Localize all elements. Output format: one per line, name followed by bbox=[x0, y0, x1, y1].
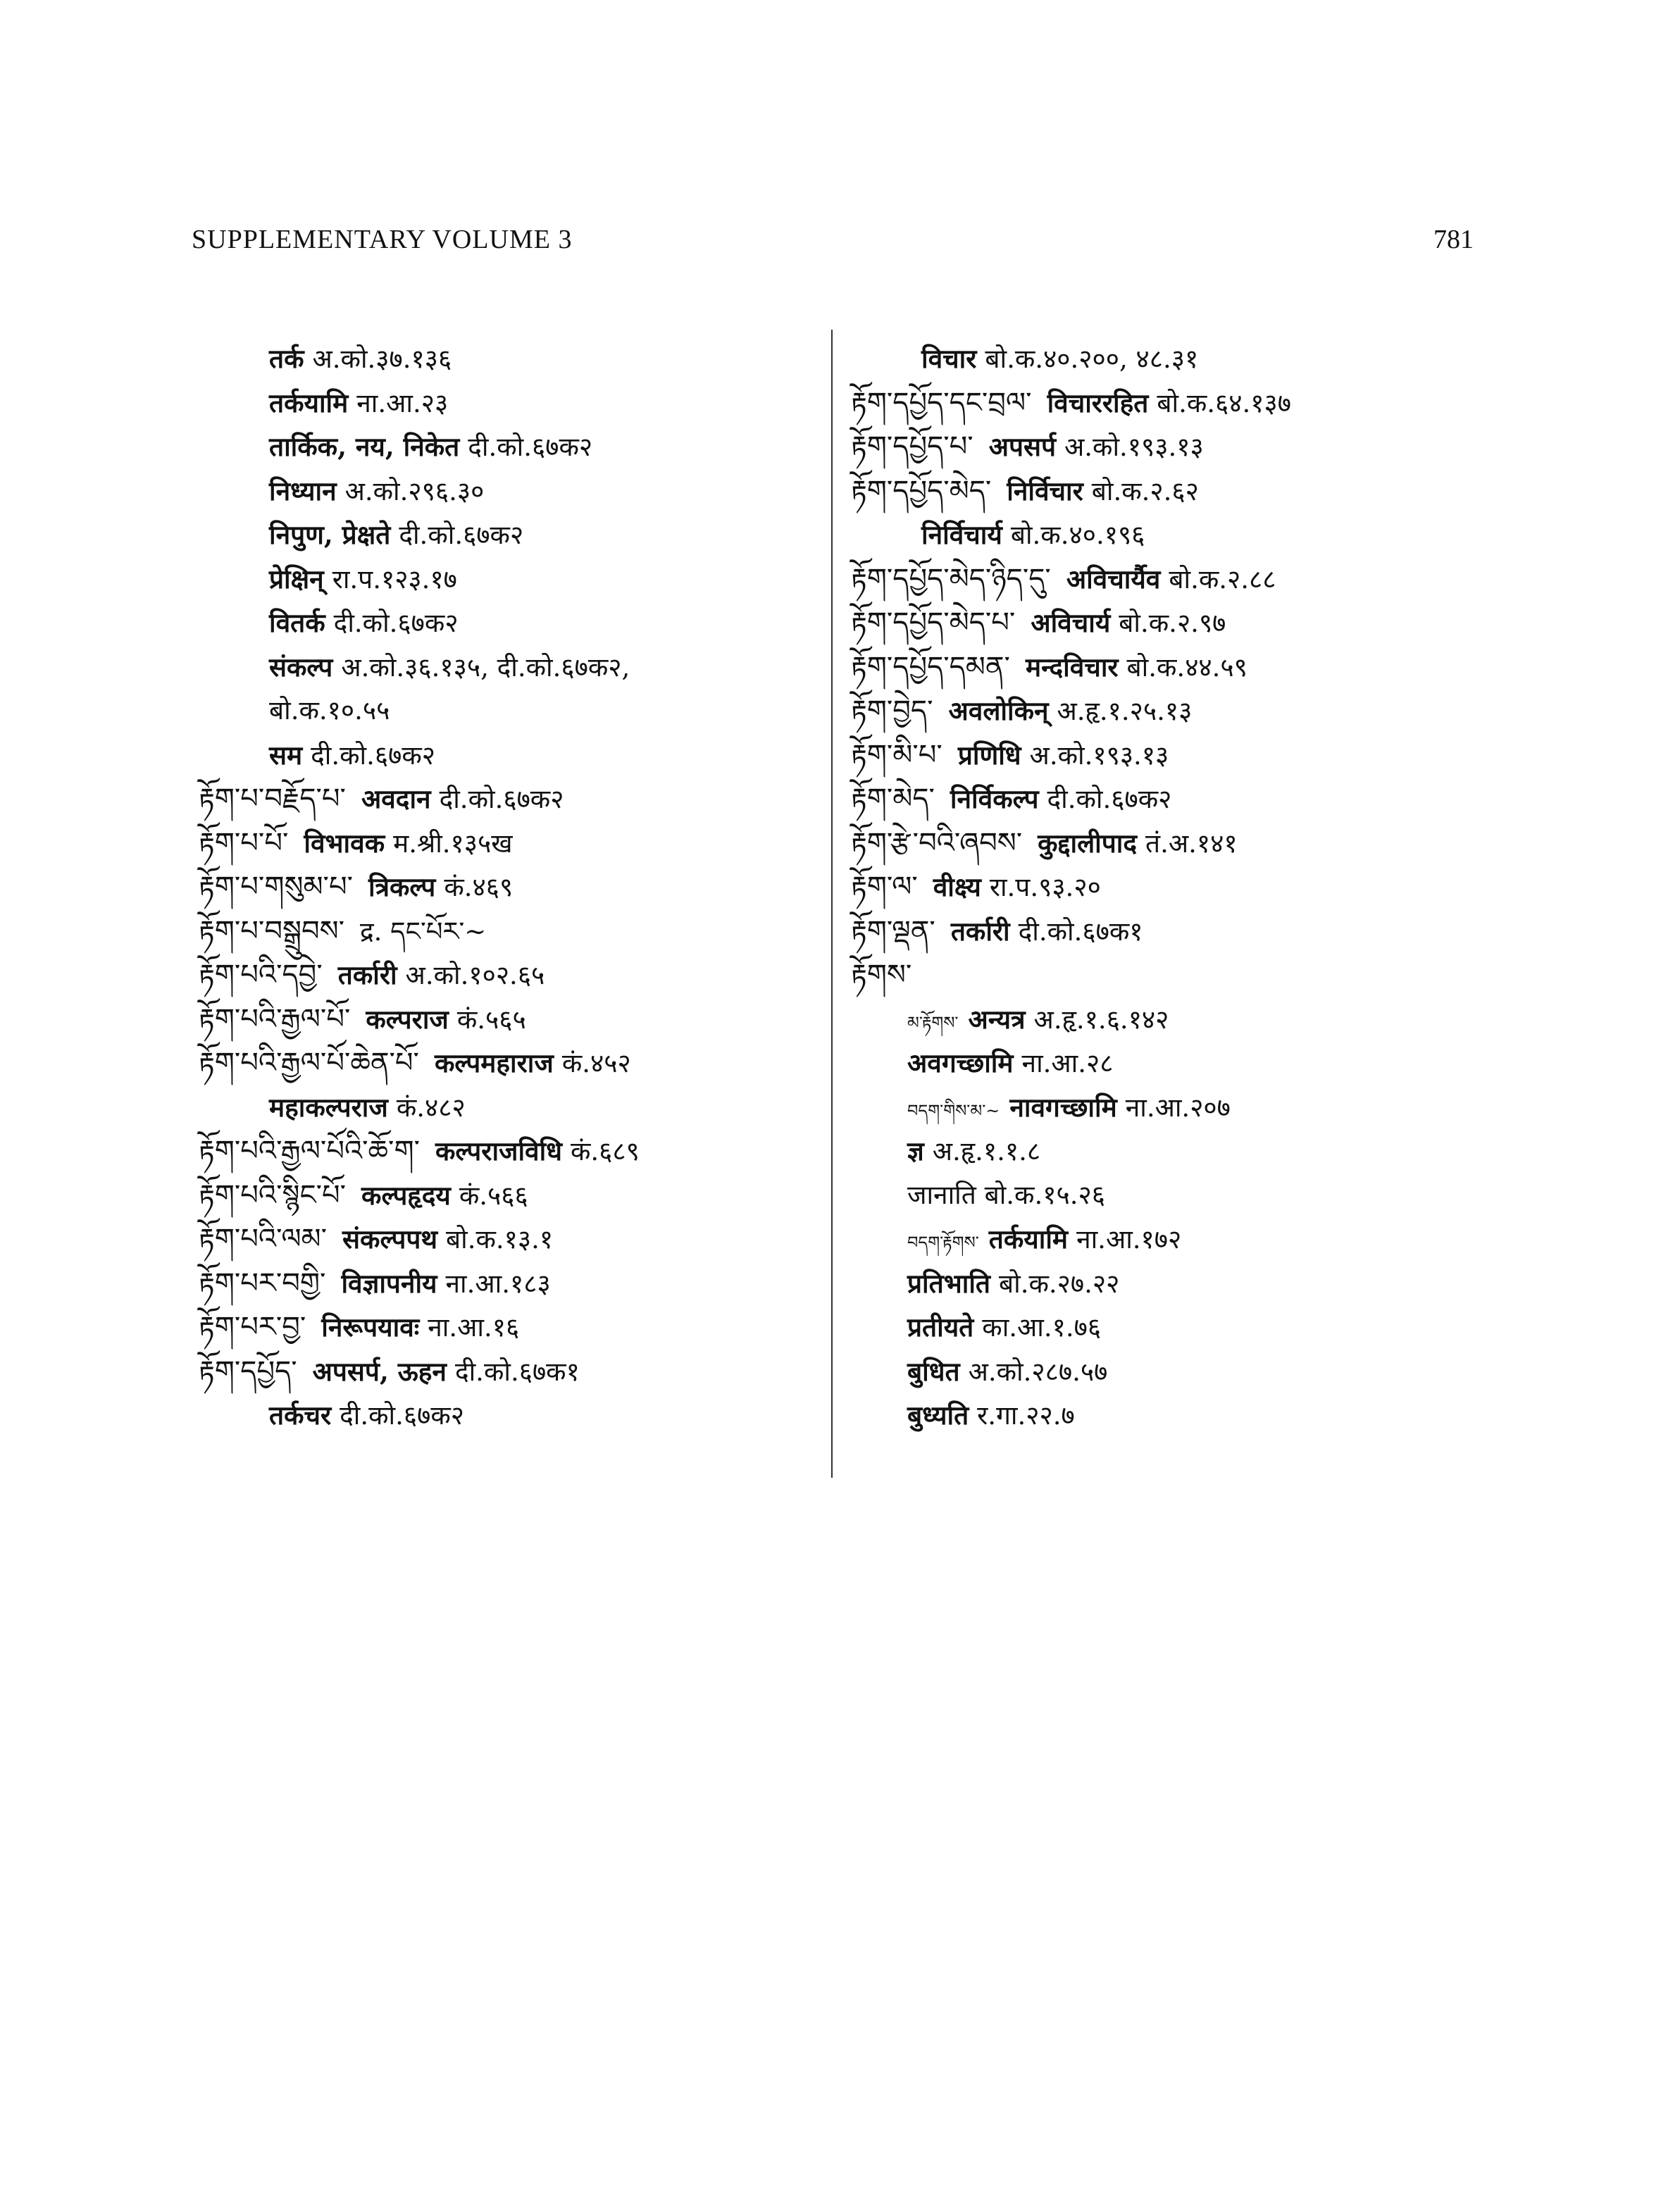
dictionary-entry bbox=[199, 557, 847, 602]
dictionary-entry bbox=[199, 997, 847, 1042]
dictionary-entry bbox=[851, 469, 1485, 513]
dictionary-entry bbox=[851, 337, 1485, 381]
source-reference: दी.को.६७क१ bbox=[454, 1356, 580, 1387]
source-reference: ना.आ.१७२ bbox=[1076, 1224, 1182, 1254]
tibetan-headword: རྟོག་པའི་རྒྱལ་པོ་ bbox=[199, 1002, 351, 1035]
sanskrit-equivalent: निर्विचार bbox=[1007, 475, 1083, 506]
source-reference: बो.क.४०.२००, ४८.३१ bbox=[985, 344, 1199, 374]
source-reference: कं.५६५ bbox=[456, 1004, 526, 1035]
dictionary-entry bbox=[851, 1129, 1485, 1173]
tibetan-headword: རྟོག་པ་བརྗོད་པ་ bbox=[199, 783, 346, 815]
source-reference: जानाति बो.क.१५.२६ bbox=[907, 1179, 1105, 1210]
dictionary-entry bbox=[851, 1041, 1485, 1085]
sanskrit-equivalent: सम bbox=[269, 739, 303, 771]
sanskrit-equivalent: विचाररहित bbox=[1047, 387, 1149, 418]
source-reference: बो.क.२.८८ bbox=[1169, 564, 1276, 594]
sanskrit-equivalent: निर्विचार्य bbox=[921, 519, 1002, 550]
dictionary-entry bbox=[199, 601, 847, 645]
sanskrit-equivalent: तर्कयामि bbox=[988, 1224, 1069, 1254]
sanskrit-equivalent: वीक्ष्य bbox=[933, 871, 981, 902]
dictionary-entry bbox=[851, 1217, 1485, 1262]
sanskrit-equivalent: अविचार्य bbox=[1031, 607, 1111, 638]
source-reference: दी.को.६७क२ bbox=[1047, 784, 1172, 814]
dictionary-entry bbox=[851, 953, 1485, 997]
tibetan-headword: རྟོག་བྱེད་ bbox=[851, 695, 933, 727]
tibetan-headword: རྟོག་པ་གསུམ་པ་ bbox=[199, 871, 353, 903]
sanskrit-equivalent: संकल्पपथ bbox=[342, 1224, 438, 1254]
source-reference: दी.को.६७क२ bbox=[333, 608, 459, 638]
source-reference: अ.हृ.१.६.१४२ bbox=[1033, 1004, 1169, 1035]
sanskrit-equivalent: तर्कारी bbox=[337, 959, 397, 990]
dictionary-entry bbox=[199, 425, 847, 469]
tibetan-headword: རྟོག་པའི་སྙིང་པོ་ bbox=[199, 1178, 347, 1212]
sanskrit-equivalent: तर्कारी bbox=[950, 915, 1010, 947]
left-column bbox=[199, 337, 847, 1438]
dictionary-entry bbox=[851, 1262, 1485, 1306]
tibetan-headword: རྟོག་པའི་རྒྱལ་པོའི་ཆོ་ག་ bbox=[199, 1135, 420, 1167]
tibetan-headword: རྟོག་ལྡན་ bbox=[851, 914, 935, 947]
tibetan-headword: བདག་གིས་མ་~ bbox=[907, 1100, 1000, 1121]
source-reference: ना.आ.२०७ bbox=[1125, 1092, 1231, 1123]
dictionary-entry bbox=[199, 689, 847, 733]
source-reference: बो.क.२.९७ bbox=[1119, 608, 1226, 638]
dictionary-entry bbox=[851, 909, 1485, 954]
sanskrit-equivalent: अपसर्प bbox=[988, 431, 1056, 462]
sanskrit-equivalent: अवदान bbox=[361, 783, 431, 814]
tibetan-headword: རྟོག་པར་བགྱི་ bbox=[199, 1266, 326, 1300]
source-reference: अ.को.१०२.६५ bbox=[405, 960, 545, 990]
dictionary-entry bbox=[851, 865, 1485, 909]
tibetan-headword: རྟོག་དཔྱོད་མེད་པ་ bbox=[851, 606, 1016, 639]
sanskrit-equivalent: अपसर्प, ऊहन bbox=[312, 1355, 447, 1387]
source-reference: ना.आ.१६ bbox=[428, 1312, 520, 1343]
tibetan-headword: རྟོག་མེད་ bbox=[851, 783, 935, 815]
sanskrit-equivalent: कुद्दालीपाद bbox=[1038, 827, 1137, 859]
dictionary-entry bbox=[199, 1305, 847, 1350]
sanskrit-equivalent: अवलोकिन् bbox=[948, 695, 1049, 726]
sanskrit-equivalent: बुध्यति bbox=[907, 1400, 969, 1431]
sanskrit-equivalent: मन्दविचार bbox=[1025, 651, 1119, 683]
dictionary-entry bbox=[851, 645, 1485, 690]
dictionary-entry bbox=[199, 1085, 847, 1130]
tibetan-headword: རྟོག་དཔྱོད་དམན་ bbox=[851, 650, 1010, 683]
tibetan-headword: རྟོག་དཔྱོད་མེད་ཉིད་དུ་ bbox=[851, 562, 1051, 595]
source-reference: तं.अ.१४१ bbox=[1145, 828, 1238, 859]
page-number: 781 bbox=[1433, 225, 1474, 254]
tibetan-headword: རྟོག་པ་བསྒྲུབས་ bbox=[199, 914, 344, 947]
sanskrit-equivalent: विचार bbox=[921, 343, 977, 374]
sanskrit-equivalent: प्रेक्षिन् bbox=[269, 563, 324, 594]
dictionary-entry bbox=[199, 381, 847, 425]
tibetan-headword: མ་རྟོགས་ bbox=[907, 1012, 959, 1033]
source-reference: द्र. དང་པོར་~ bbox=[360, 916, 487, 947]
source-reference: दी.को.६७क२ bbox=[340, 1400, 465, 1431]
source-reference: कं.४८२ bbox=[396, 1092, 466, 1123]
running-title: SUPPLEMENTARY VOLUME 3 bbox=[192, 225, 573, 254]
source-reference: ना.आ.१८३ bbox=[445, 1268, 551, 1299]
sanskrit-equivalent: कल्पहृदय bbox=[361, 1179, 451, 1211]
sanskrit-equivalent: बुधित bbox=[907, 1355, 960, 1387]
dictionary-entry bbox=[851, 1393, 1485, 1438]
right-column bbox=[851, 337, 1485, 1438]
source-reference: बो.क.४४.५९ bbox=[1126, 652, 1247, 683]
source-reference: अ.को.२९६.३० bbox=[344, 475, 485, 506]
tibetan-headword: རྟོག་དཔྱོད་དང་བྲལ་ bbox=[851, 386, 1032, 419]
dictionary-entry bbox=[851, 557, 1485, 602]
sanskrit-equivalent: नावगच्छामि bbox=[1009, 1091, 1117, 1123]
source-reference: दी.को.६७क१ bbox=[1018, 916, 1143, 947]
tibetan-headword: རྟོག་མི་པ་ bbox=[851, 738, 942, 771]
dictionary-entry bbox=[851, 1085, 1485, 1130]
tibetan-headword: རྟོག་དཔྱོད་པ་ bbox=[851, 430, 973, 463]
dictionary-entry bbox=[199, 337, 847, 381]
source-reference: बो.क.४०.१९६ bbox=[1010, 520, 1145, 550]
dictionary-entry bbox=[851, 733, 1485, 778]
sanskrit-equivalent: कल्पमहाराज bbox=[434, 1047, 554, 1078]
source-reference: कं.४६९ bbox=[444, 872, 514, 902]
source-reference: कं.६८९ bbox=[570, 1136, 640, 1166]
source-reference: दी.को.६७क२ bbox=[311, 740, 436, 771]
dictionary-entry bbox=[199, 469, 847, 513]
dictionary-entry bbox=[199, 865, 847, 909]
sanskrit-equivalent: प्रणिधि bbox=[957, 739, 1021, 771]
dictionary-entry bbox=[199, 1173, 847, 1218]
tibetan-headword: རྟོག་པའི་ལམ་ bbox=[199, 1223, 328, 1255]
dictionary-entry bbox=[851, 425, 1485, 469]
sanskrit-equivalent: वितर्क bbox=[269, 607, 325, 638]
sanskrit-equivalent: अन्यत्र bbox=[968, 1003, 1026, 1035]
source-reference: अ.को.१९३.१३ bbox=[1029, 740, 1169, 771]
source-reference: ना.आ.२३ bbox=[356, 387, 449, 418]
sanskrit-equivalent: संकल्प bbox=[269, 651, 333, 683]
source-reference: दी.को.६७क२ bbox=[439, 784, 564, 814]
source-reference: का.आ.१.७६ bbox=[982, 1312, 1102, 1343]
dictionary-entry bbox=[199, 1350, 847, 1394]
tibetan-headword: རྟོག་པར་བྱ་ bbox=[199, 1311, 306, 1343]
source-reference: कं.४५२ bbox=[561, 1048, 631, 1078]
dictionary-entry bbox=[851, 997, 1485, 1042]
sanskrit-equivalent: त्रिकल्प bbox=[368, 871, 436, 902]
dictionary-entry bbox=[199, 1129, 847, 1173]
source-reference: दी.को.६७क२ bbox=[468, 432, 593, 462]
dictionary-entry bbox=[199, 821, 847, 866]
dictionary-entry bbox=[851, 689, 1485, 733]
dictionary-entry bbox=[199, 513, 847, 557]
source-reference: ना.आ.२८ bbox=[1021, 1048, 1114, 1078]
sanskrit-equivalent: निर्विकल्प bbox=[950, 783, 1039, 814]
dictionary-entry bbox=[851, 1173, 1485, 1218]
tibetan-headword: རྟོགས་ bbox=[851, 959, 912, 991]
dictionary-entry bbox=[199, 1262, 847, 1306]
sanskrit-equivalent: निध्यान bbox=[269, 475, 337, 506]
dictionary-entry bbox=[199, 645, 847, 690]
tibetan-headword: རྟོག་ལ་ bbox=[851, 871, 918, 903]
tibetan-headword: རྟོག་པ་པོ་ bbox=[199, 826, 289, 859]
dictionary-entry bbox=[851, 601, 1485, 645]
dictionary-entry bbox=[851, 777, 1485, 821]
source-reference: म.श्री.१३५ख bbox=[393, 828, 513, 859]
source-reference: अ.हृ.१.२५.१३ bbox=[1057, 696, 1193, 726]
dictionary-entry bbox=[199, 1217, 847, 1262]
source-reference: बो.क.२७.२२ bbox=[999, 1268, 1120, 1299]
sanskrit-equivalent: कल्पराज bbox=[366, 1003, 449, 1035]
dictionary-entry bbox=[851, 1305, 1485, 1350]
sanskrit-equivalent: विज्ञापनीय bbox=[341, 1267, 437, 1299]
sanskrit-equivalent: प्रतिभाति bbox=[907, 1267, 990, 1299]
source-reference: बो.क.१०.५५ bbox=[269, 695, 390, 726]
dictionary-entry bbox=[851, 1350, 1485, 1394]
sanskrit-equivalent: ज्ञ bbox=[907, 1135, 924, 1166]
source-reference: अ.को.२८७.५७ bbox=[968, 1356, 1108, 1387]
page-header bbox=[192, 224, 1474, 266]
tibetan-headword: རྟོག་རྩེ་བའི་ཞབས་ bbox=[851, 826, 1023, 859]
tibetan-headword: རྟོག་པའི་རྒྱལ་པོ་ཆེན་པོ་ bbox=[199, 1047, 419, 1079]
source-reference: र.गा.२२.७ bbox=[977, 1400, 1075, 1431]
source-reference: बो.क.६४.१३७ bbox=[1157, 387, 1292, 418]
dictionary-entry bbox=[199, 909, 847, 954]
source-reference: अ.को.३७.१३६ bbox=[312, 344, 452, 374]
dictionary-entry bbox=[851, 513, 1485, 557]
sanskrit-equivalent: निपुण, प्रेक्षते bbox=[269, 519, 391, 550]
dictionary-entry bbox=[199, 777, 847, 821]
sanskrit-equivalent: तार्किक, नय, निकेत bbox=[269, 431, 460, 462]
source-reference: रा.प.९३.२० bbox=[989, 872, 1101, 902]
dictionary-entry bbox=[199, 1041, 847, 1085]
source-reference: दी.को.६७क२ bbox=[399, 520, 524, 550]
sanskrit-equivalent: निरूपयावः bbox=[321, 1312, 420, 1343]
source-reference: अ.को.१९३.१३ bbox=[1064, 432, 1204, 462]
source-reference: कं.५६६ bbox=[459, 1180, 528, 1211]
sanskrit-equivalent: अवगच्छामि bbox=[907, 1047, 1014, 1078]
sanskrit-equivalent: तर्कचर bbox=[269, 1400, 332, 1431]
sanskrit-equivalent: कल्पराजविधि bbox=[435, 1135, 562, 1166]
sanskrit-equivalent: प्रतीयते bbox=[907, 1312, 974, 1343]
tibetan-headword: རྟོག་དཔྱོད་ bbox=[199, 1355, 297, 1388]
source-reference: बो.क.१३.१ bbox=[446, 1224, 554, 1254]
dictionary-entry bbox=[199, 1393, 847, 1438]
dictionary-entry bbox=[199, 733, 847, 778]
dictionary-entry bbox=[199, 953, 847, 997]
sanskrit-equivalent: महाकल्पराज bbox=[269, 1091, 388, 1123]
sanskrit-equivalent: तर्कयामि bbox=[269, 387, 349, 418]
sanskrit-equivalent: विभावक bbox=[304, 827, 385, 859]
source-reference: बो.क.२.६२ bbox=[1091, 475, 1199, 506]
source-reference: रा.प.१२३.१७ bbox=[332, 564, 457, 594]
sanskrit-equivalent: अविचार्यैव bbox=[1066, 563, 1161, 594]
sanskrit-equivalent: तर्क bbox=[269, 343, 304, 374]
source-reference: अ.को.३६.१३५, दी.को.६७क२, bbox=[341, 652, 630, 683]
dictionary-entry bbox=[851, 381, 1485, 425]
dictionary-entry bbox=[851, 821, 1485, 866]
tibetan-headword: བདག་རྟོགས་ bbox=[907, 1233, 979, 1252]
tibetan-headword: རྟོག་པའི་དབྱེ་ bbox=[199, 959, 323, 991]
source-reference: अ.हृ.१.१.८ bbox=[932, 1136, 1041, 1166]
tibetan-headword: རྟོག་དཔྱོད་མེད་ bbox=[851, 474, 992, 507]
